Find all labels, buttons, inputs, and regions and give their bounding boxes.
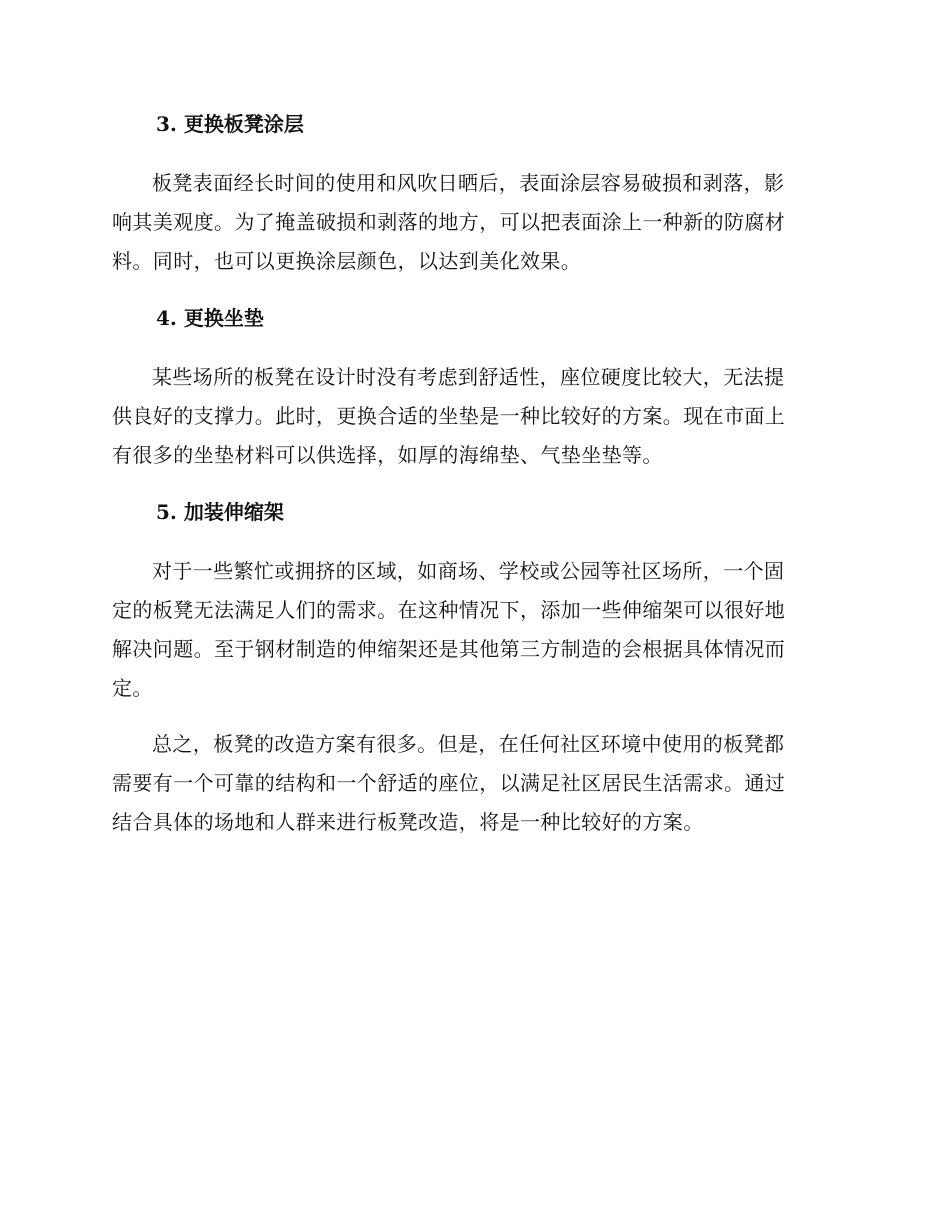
section-heading-cushion: 4. 更换坐垫 xyxy=(156,306,264,330)
conclusion-paragraph xyxy=(112,725,832,842)
section-paragraph-telescopic-frame xyxy=(112,552,832,708)
paragraph-line: 对于一些繁忙或拥挤的区域，如商场、学校或公园等社区场所，一个固 xyxy=(152,559,785,583)
paragraph-line: 解决问题。至于钢材制造的伸缩架还是其他第三方制造的会根据具体情况而 xyxy=(112,637,786,661)
paragraph-line: 供良好的支撑力。此时，更换合适的坐垫是一种比较好的方案。现在市面上 xyxy=(112,404,786,428)
section-heading-telescopic-frame: 5. 加装伸缩架 xyxy=(156,500,284,524)
paragraph-line: 某些场所的板凳在设计时没有考虑到舒适性，座位硬度比较大，无法提 xyxy=(152,365,785,389)
paragraph-line: 结合具体的场地和人群来进行板凳改造，将是一种比较好的方案。 xyxy=(112,810,704,834)
section-heading-coating: 3. 更换板凳涂层 xyxy=(156,112,304,136)
paragraph-line: 有很多的坐垫材料可以供选择，如厚的海绵垫、气垫坐垫等。 xyxy=(112,443,663,467)
paragraph-line: 需要有一个可靠的结构和一个舒适的座位，以满足社区居民生活需求。通过 xyxy=(112,771,786,795)
section-paragraph-coating xyxy=(112,164,832,281)
document-page xyxy=(112,104,832,858)
paragraph-line: 响其美观度。为了掩盖破损和剥落的地方，可以把表面涂上一种新的防腐材 xyxy=(112,210,786,234)
paragraph-line: 总之，板凳的改造方案有很多。但是，在任何社区环境中使用的板凳都 xyxy=(152,732,785,756)
paragraph-line: 定。 xyxy=(112,676,153,700)
paragraph-line: 定的板凳无法满足人们的需求。在这种情况下，添加一些伸缩架可以很好地 xyxy=(112,598,786,622)
paragraph-line: 料。同时，也可以更换涂层颜色，以达到美化效果。 xyxy=(112,249,582,273)
section-paragraph-cushion xyxy=(112,358,832,475)
paragraph-line: 板凳表面经长时间的使用和风吹日晒后，表面涂层容易破损和剥落，影 xyxy=(152,171,785,195)
